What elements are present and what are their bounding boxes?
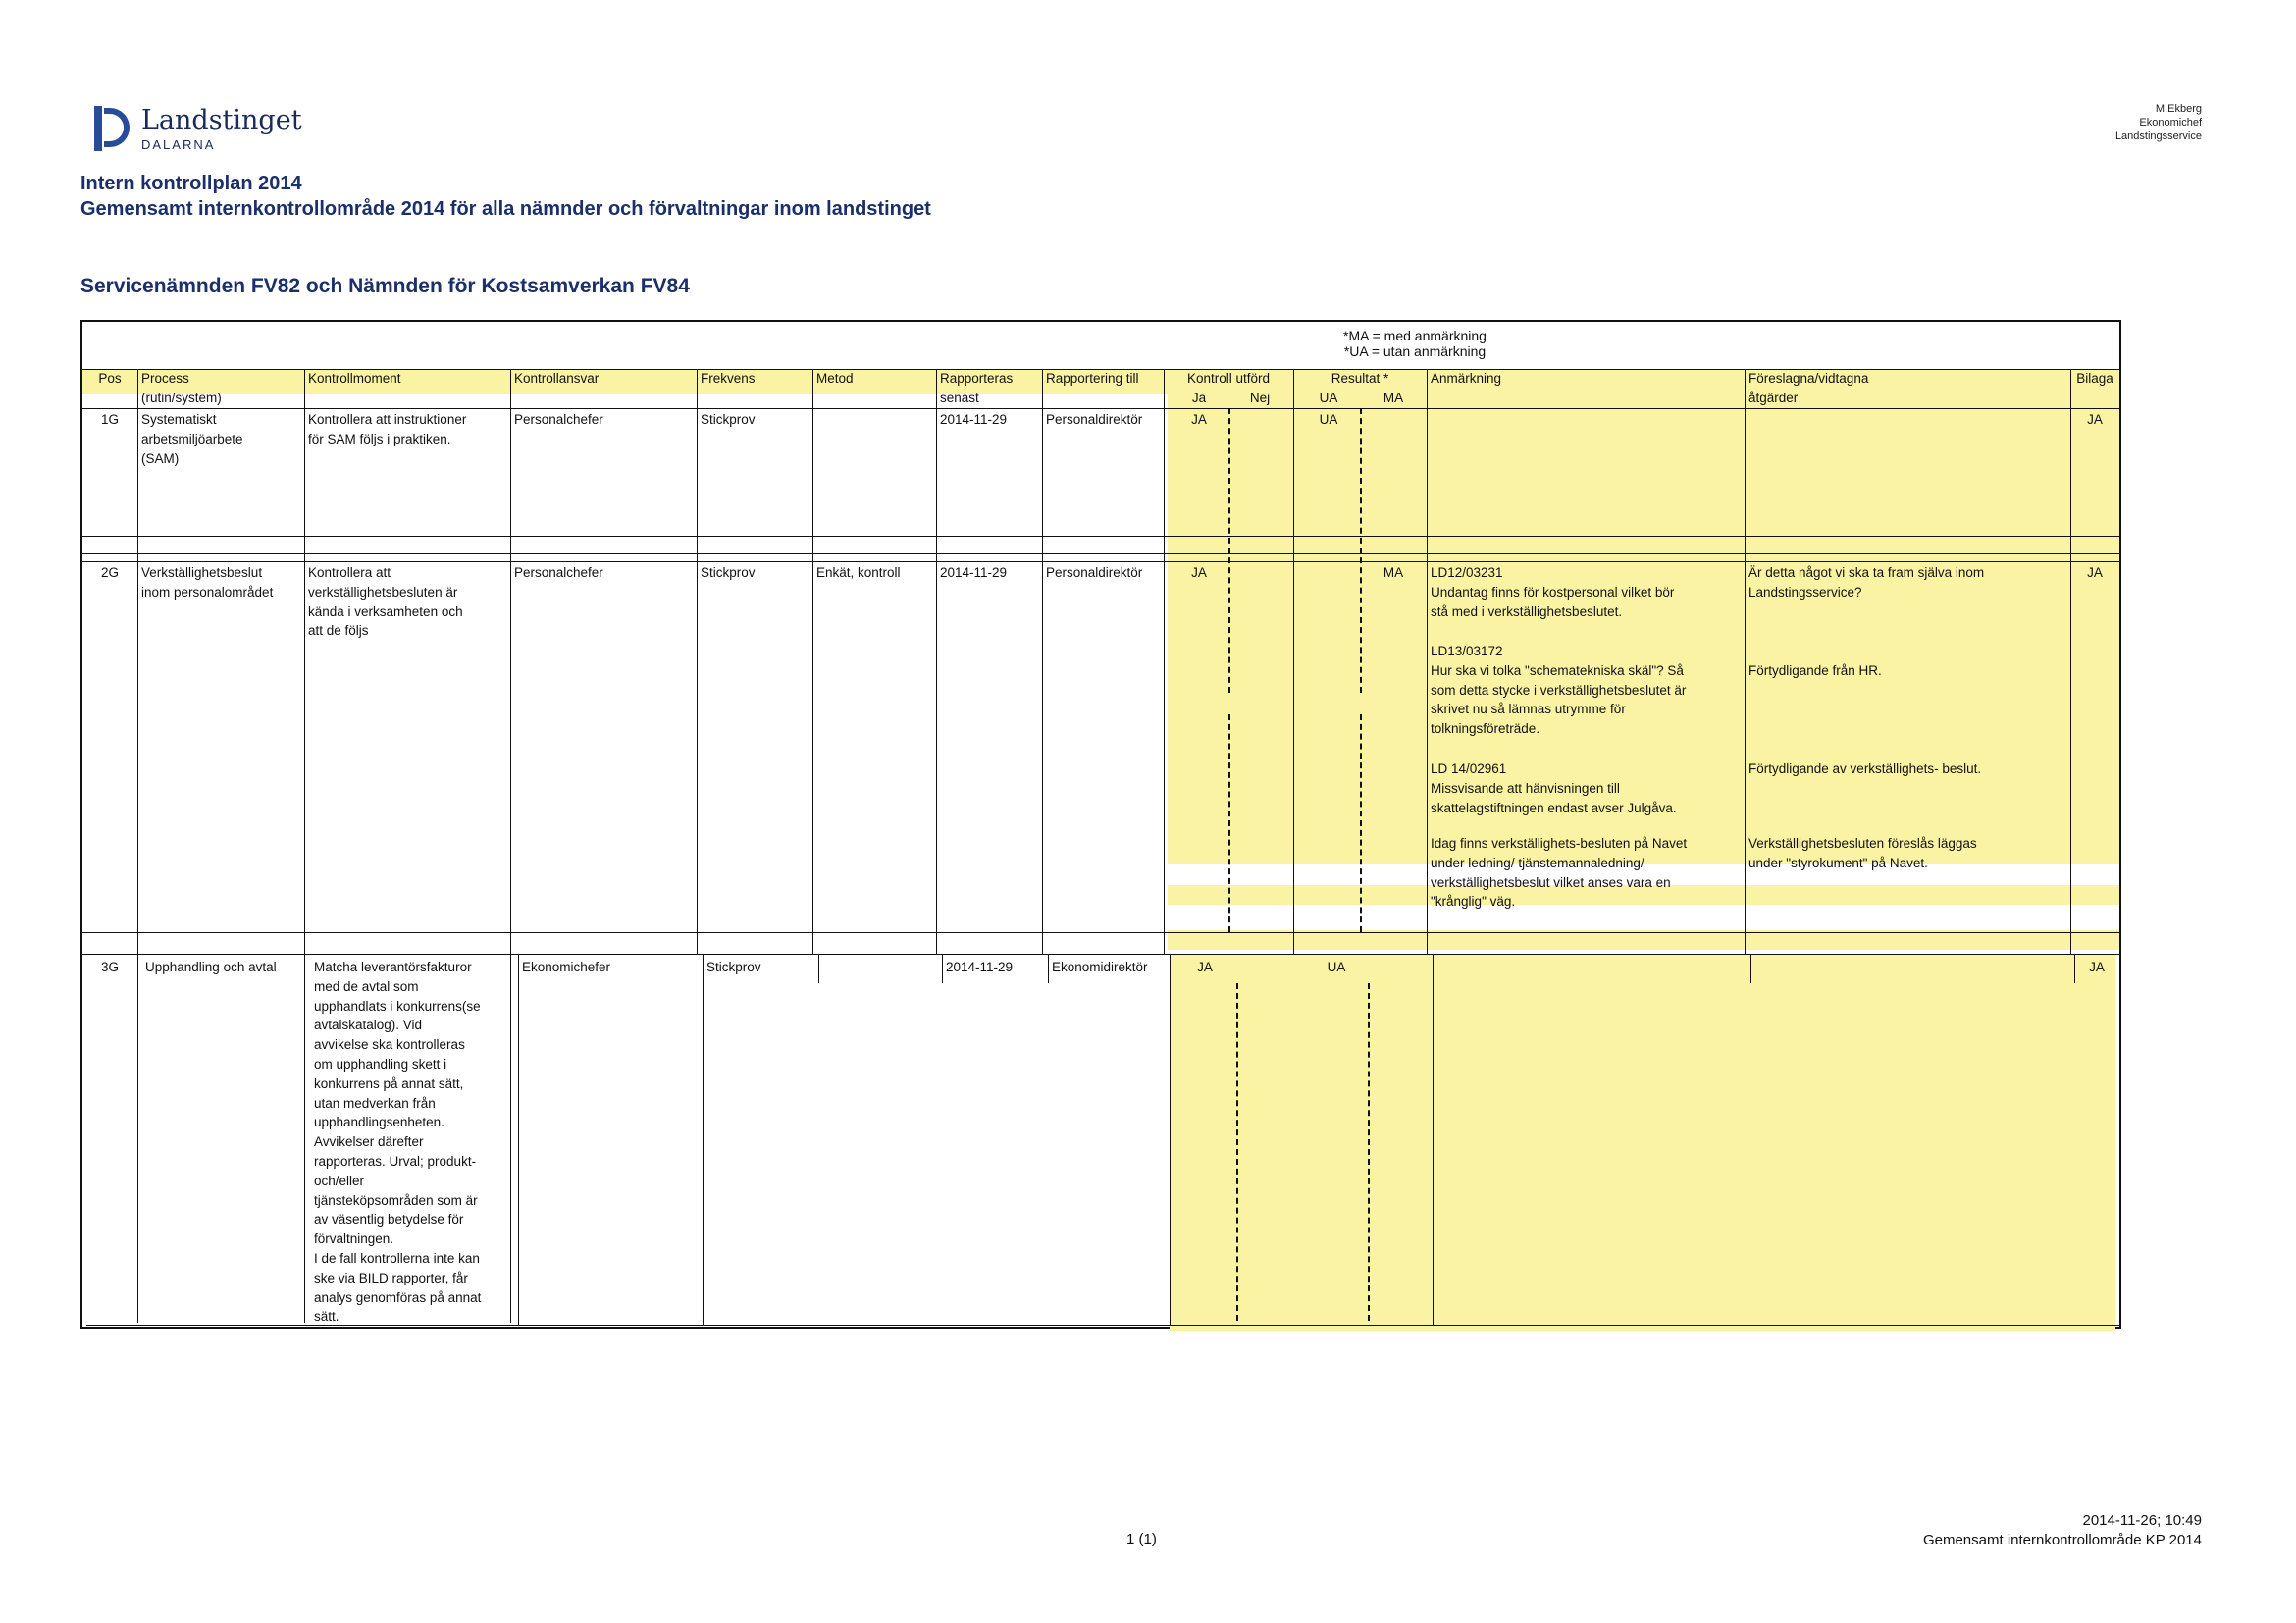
row-3g-process: Upphandling och avtal <box>145 960 277 974</box>
landstinget-logo-icon <box>94 106 131 151</box>
author-role: Ekonomichef <box>2139 117 2202 129</box>
header-ua: UA <box>1319 391 1338 405</box>
row-1g-pos: 1G <box>100 412 119 427</box>
row-1g-kontrollmoment: Kontrollera att instruktioner för SAM följs i praktiken. <box>308 412 467 446</box>
header-ma: MA <box>1383 391 1404 405</box>
yellow-results-block <box>1168 930 2119 950</box>
row-1g-process: Systematiskt arbetsmiljöarbete (SAM) <box>141 412 243 466</box>
header-metod: Metod <box>816 371 854 386</box>
row-3g-rapportering-till: Ekonomidirektör <box>1052 960 1148 974</box>
header-kontrollmoment: Kontrollmoment <box>308 371 401 386</box>
header-ja: Ja <box>1191 391 1207 405</box>
row-1g-rapportering-till: Personaldirektör <box>1046 412 1143 427</box>
row-3g-bilaga: JA <box>2089 960 2105 974</box>
header-kontrollansvar: Kontrollansvar <box>514 371 600 386</box>
header-kontroll-utford: Kontroll utförd <box>1186 371 1271 386</box>
footer-document-name: Gemensamt internkontrollområde KP 2014 <box>1922 1532 2202 1548</box>
title-line-1: Intern kontrollplan 2014 <box>80 173 302 194</box>
ua-ma-divider <box>1360 408 1362 693</box>
author-block <box>2115 102 2202 143</box>
header-resultat: Resultat * <box>1331 371 1389 386</box>
row-1g-resultat-ua: UA <box>1319 412 1338 427</box>
legend-ua: *UA = utan anmärkning <box>1343 343 1487 359</box>
logo-sub: DALARNA <box>141 137 216 152</box>
ja-nej-divider <box>1228 714 1230 932</box>
row-2g-atgard-4: Verkställighetsbesluten föreslås läggas under "styrokument" på Navet. <box>1748 836 1977 870</box>
title-line-2: Gemensamt internkontrollområde 2014 för alla nämnder och förvaltningar inom landstinget <box>80 198 931 220</box>
row-1g-bilaga: JA <box>2087 412 2103 427</box>
header-rapporteras-senast: Rapporteras senast <box>940 371 1014 405</box>
row-3g-rapporteras-senast: 2014-11-29 <box>946 960 1014 974</box>
header-rapportering-till: Rapportering till <box>1046 371 1139 386</box>
row-3g-kontrollmoment: Matcha leverantörsfakturor med de avtal som upphandlats i konkurrens(se avtalskatalog). Vid avvikelse ska kontrolleras om upphandling skett i konkurrens på annat sätt, utan medverkan från upphandlingsenheten. Avvikelser därefter rapporteras. Urval; produkt- och/eller tjänsteköpsområden som är av väsentlig betydelse för förvaltningen. I de fall kontrollerna inte kan ske via BILD rapporter, får analys genomföras på annat sätt. <box>314 960 482 1325</box>
row-2g-pos: 2G <box>100 565 119 580</box>
row-3g-pos: 3G <box>100 960 119 974</box>
row-2g-rapporteras-senast: 2014-11-29 <box>940 565 1008 580</box>
row-2g-anmarkning-1: LD12/03231 Undantag finns för kostpersonal vilket bör stå med i verkställighetsbeslutet. <box>1431 565 1675 619</box>
ua-ma-divider <box>1360 714 1362 932</box>
row-2g-resultat-ma: MA <box>1383 565 1404 580</box>
logo <box>94 106 302 152</box>
footer-info <box>1923 1511 2202 1550</box>
footer-timestamp: 2014-11-26; 10:49 <box>2082 1512 2202 1529</box>
ja-nej-divider <box>1236 983 1238 1321</box>
row-3g-kontrollansvar: Ekonomichefer <box>522 960 611 974</box>
page-number: 1 (1) <box>1126 1531 1157 1547</box>
row-2g-kontrollansvar: Personalchefer <box>514 565 603 580</box>
author-name: M.Ekberg <box>2155 103 2202 115</box>
header-frekvens: Frekvens <box>701 371 756 386</box>
row-1g-kontroll-ja: JA <box>1191 412 1207 427</box>
author-unit: Landstingsservice <box>2114 131 2202 142</box>
header-foreslagna-atgarder: Föreslagna/vidtagna åtgärder <box>1748 371 1869 405</box>
row-2g-atgard-1: Är detta något vi ska ta fram själva inom Landstingsservice? <box>1748 565 1985 600</box>
header-anmarkning: Anmärkning <box>1431 371 1502 386</box>
row-2g-anmarkning-3: LD 14/02961 Missvisande att hänvisningen till skattelagstiftningen endast avser Julgåva. <box>1431 761 1677 815</box>
row-2g-frekvens: Stickprov <box>701 565 756 580</box>
result-legend <box>1219 328 1611 359</box>
row-2g-kontroll-ja: JA <box>1191 565 1207 580</box>
header-process: Process (rutin/system) <box>141 371 222 405</box>
row-2g-atgard-3: Förtydligande av verkställighets- beslut. <box>1748 761 1982 776</box>
row-1g-rapporteras-senast: 2014-11-29 <box>940 412 1008 427</box>
header-bilaga: Bilaga <box>2076 371 2113 386</box>
row-2g-atgard-2: Förtydligande från HR. <box>1748 663 1882 678</box>
row-2g-anmarkning-2: LD13/03172 Hur ska vi tolka "schematekniska skäl"? Så som detta stycke i verkställighetsbeslutet är skrivet nu så lämnas utrymme för tolkningsföreträde. <box>1431 644 1687 737</box>
row-3g-frekvens: Stickprov <box>706 960 761 974</box>
logo-name: Landstinget <box>141 105 302 135</box>
row-3g-kontroll-ja: JA <box>1197 960 1213 974</box>
row-2g-kontrollmoment: Kontrollera att verkställighetsbesluten är kända i verksamheten och att de följs <box>308 565 463 639</box>
row-2g-rapportering-till: Personaldirektör <box>1046 565 1143 580</box>
ja-nej-divider <box>1228 408 1230 693</box>
row-2g-bilaga: JA <box>2087 565 2103 580</box>
row-1g-kontrollansvar: Personalchefer <box>514 412 603 427</box>
row-3g-resultat-ua: UA <box>1327 960 1346 974</box>
control-plan-table <box>80 320 2121 1329</box>
row-2g-anmarkning-4: Idag finns verkställighets-besluten på Navet under ledning/ tjänstemannaledning/ verkställighetsbeslut vilket anses vara en "krånglig" väg. <box>1431 836 1688 910</box>
header-pos: Pos <box>98 371 122 386</box>
row-2g-process: Verkställighetsbeslut inom personalområdet <box>141 565 274 600</box>
legend-ma: *MA = med anmärkning <box>1343 328 1487 343</box>
yellow-results-block <box>1170 954 2115 1331</box>
row-1g-frekvens: Stickprov <box>701 412 756 427</box>
document-subtitle: Servicenämnden FV82 och Nämnden för Kostsamverkan FV84 <box>80 275 690 297</box>
document-title <box>80 171 931 222</box>
row-2g-metod: Enkät, kontroll <box>816 565 901 580</box>
header-nej: Nej <box>1249 391 1271 405</box>
ua-ma-divider <box>1368 983 1370 1321</box>
